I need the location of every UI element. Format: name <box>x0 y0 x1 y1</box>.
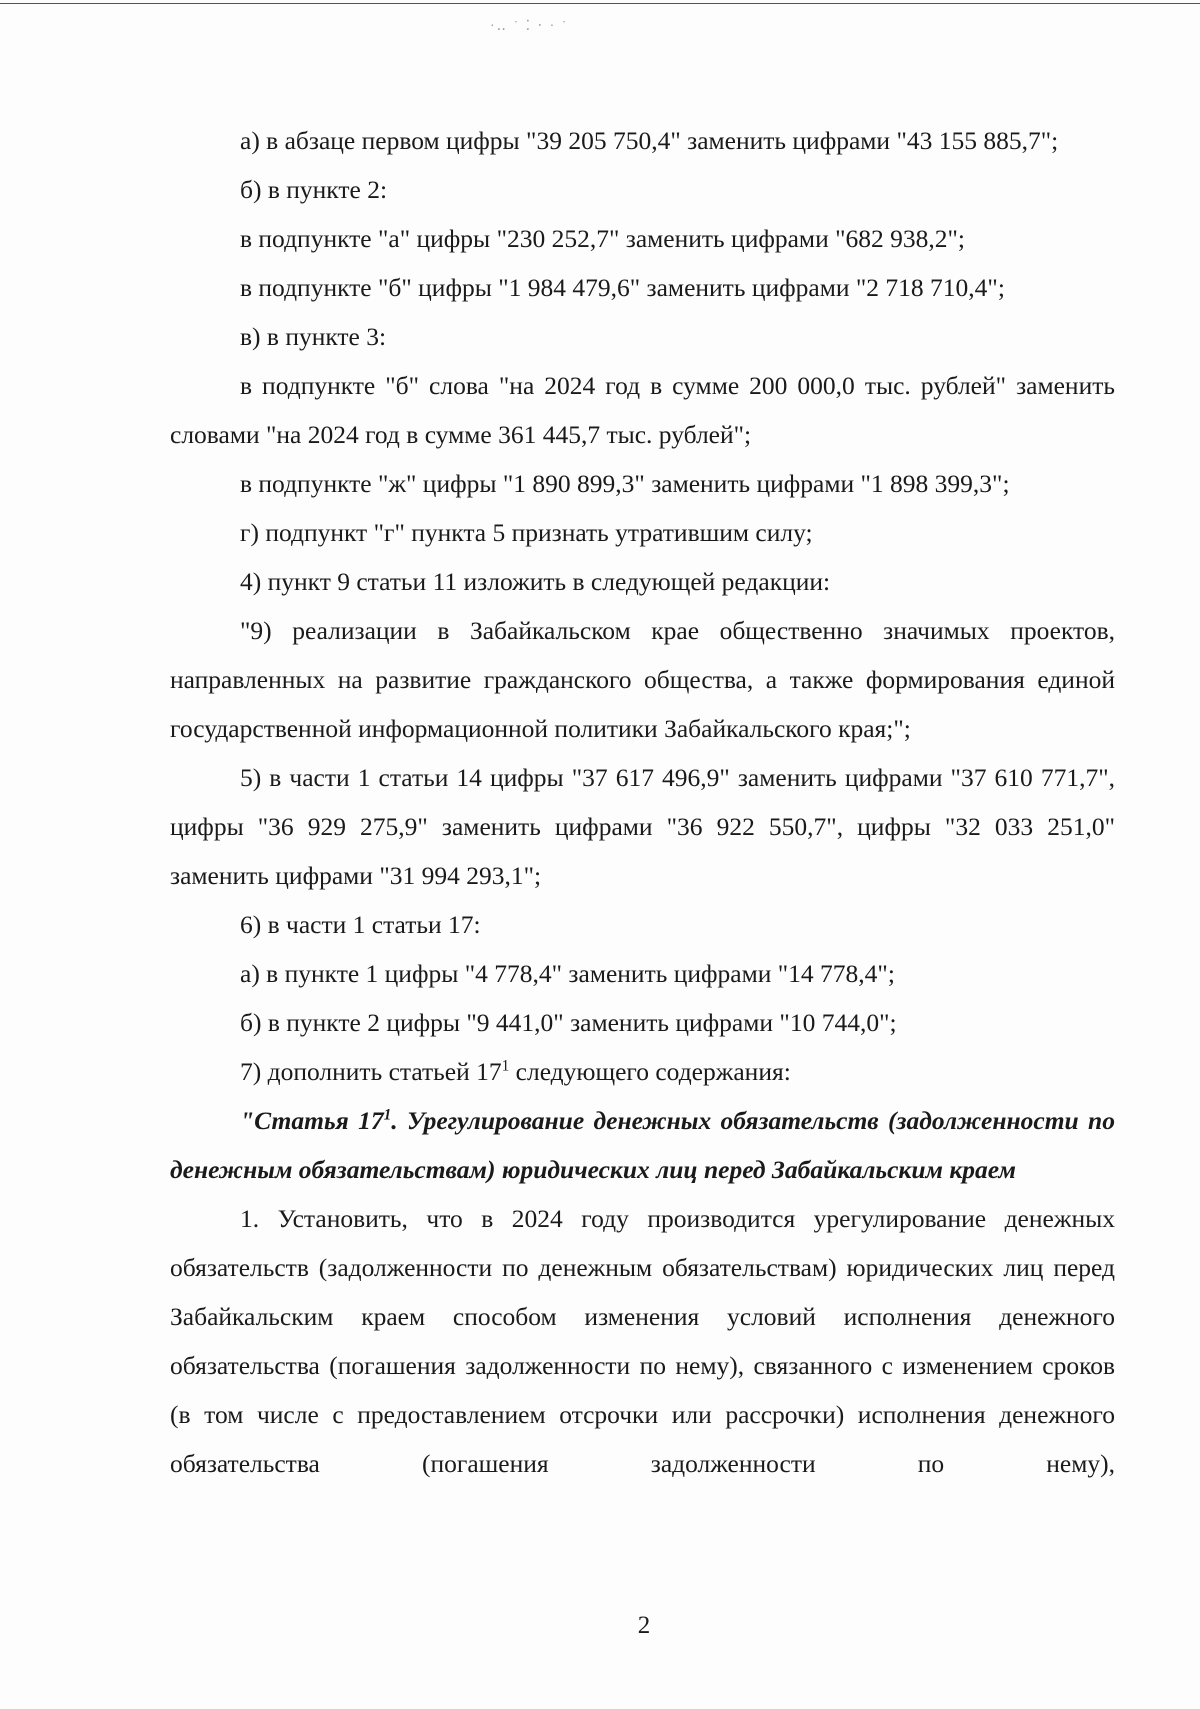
paragraph: в подпункте "б" цифры "1 984 479,6" заменить цифрами "2 718 710,4"; <box>240 273 1005 302</box>
paragraph: 4) пункт 9 статьи 11 изложить в следующей редакции: <box>240 567 831 596</box>
superscript: 1 <box>383 1106 392 1124</box>
paragraph: б) в пункте 2: <box>240 175 388 204</box>
paragraph: в подпункте "б" слова "на 2024 год в сумме 200 000,0 тыс. рублей" заменить словами "на 2024 год в сумме 361 445,7 тыс. рублей"; <box>170 371 1115 449</box>
scan-artifact: ·‥ ˙ ⁚ ‧ · ˙ <box>490 19 569 34</box>
text-fragment: следующего содержания: <box>509 1057 791 1086</box>
paragraph: в подпункте "а" цифры "230 252,7" заменить цифрами "682 938,2"; <box>240 224 965 253</box>
paragraph: 1. Установить, что в 2024 году производится урегулирование денежных обязательств (задолженности по денежным обязательствам) юридических лиц перед Забайкальским краем способом изменения условий исполнения денежного обязательства (погашения задолженности по нему), связанного с изменением сроков (в том числе с предоставлением отсрочки или рассрочки) исполнения денежного обязательства (погашения задолженности по нему), <box>170 1204 1115 1478</box>
heading-fragment: "Статья 17 <box>240 1106 384 1135</box>
paragraph-article-addition <box>170 1047 1115 1096</box>
top-border-line <box>0 3 1200 4</box>
page-number: 2 <box>637 1612 651 1639</box>
paragraph: б) в пункте 2 цифры "9 441,0" заменить цифрами "10 744,0"; <box>240 1008 897 1037</box>
paragraph: в подпункте "ж" цифры "1 890 899,3" заменить цифрами "1 898 399,3"; <box>240 469 1010 498</box>
paragraph: 6) в части 1 статьи 17: <box>240 910 481 939</box>
paragraph: 5) в части 1 статьи 14 цифры "37 617 496,9" заменить цифрами "37 610 771,7", цифры "36 929 275,9" заменить цифрами "36 922 550,7", цифры "32 033 251,0" заменить цифрами "31 994 293,1"; <box>170 763 1115 890</box>
article-heading <box>170 1096 1115 1194</box>
paragraph: "9) реализации в Забайкальском крае общественно значимых проектов, направленных на развитие гражданского общества, а также формирования единой государственной информационной политики Забайкальского края;"; <box>170 616 1115 743</box>
text-fragment: 7) дополнить статьей 17 <box>240 1057 502 1086</box>
paragraph: а) в пункте 1 цифры "4 778,4" заменить цифрами "14 778,4"; <box>240 959 895 988</box>
paragraph: в) в пункте 3: <box>240 322 387 351</box>
superscript: 1 <box>501 1057 510 1075</box>
heading-fragment: . Урегулирование денежных обязательств (задолженности по денежным обязательствам) юридических лиц перед Забайкальским краем <box>170 1106 1115 1184</box>
paragraph: а) в абзаце первом цифры "39 205 750,4" заменить цифрами "43 155 885,7"; <box>240 126 1059 155</box>
paragraph: г) подпункт "г" пункта 5 признать утратившим силу; <box>240 518 813 547</box>
document-body <box>170 116 1115 1488</box>
